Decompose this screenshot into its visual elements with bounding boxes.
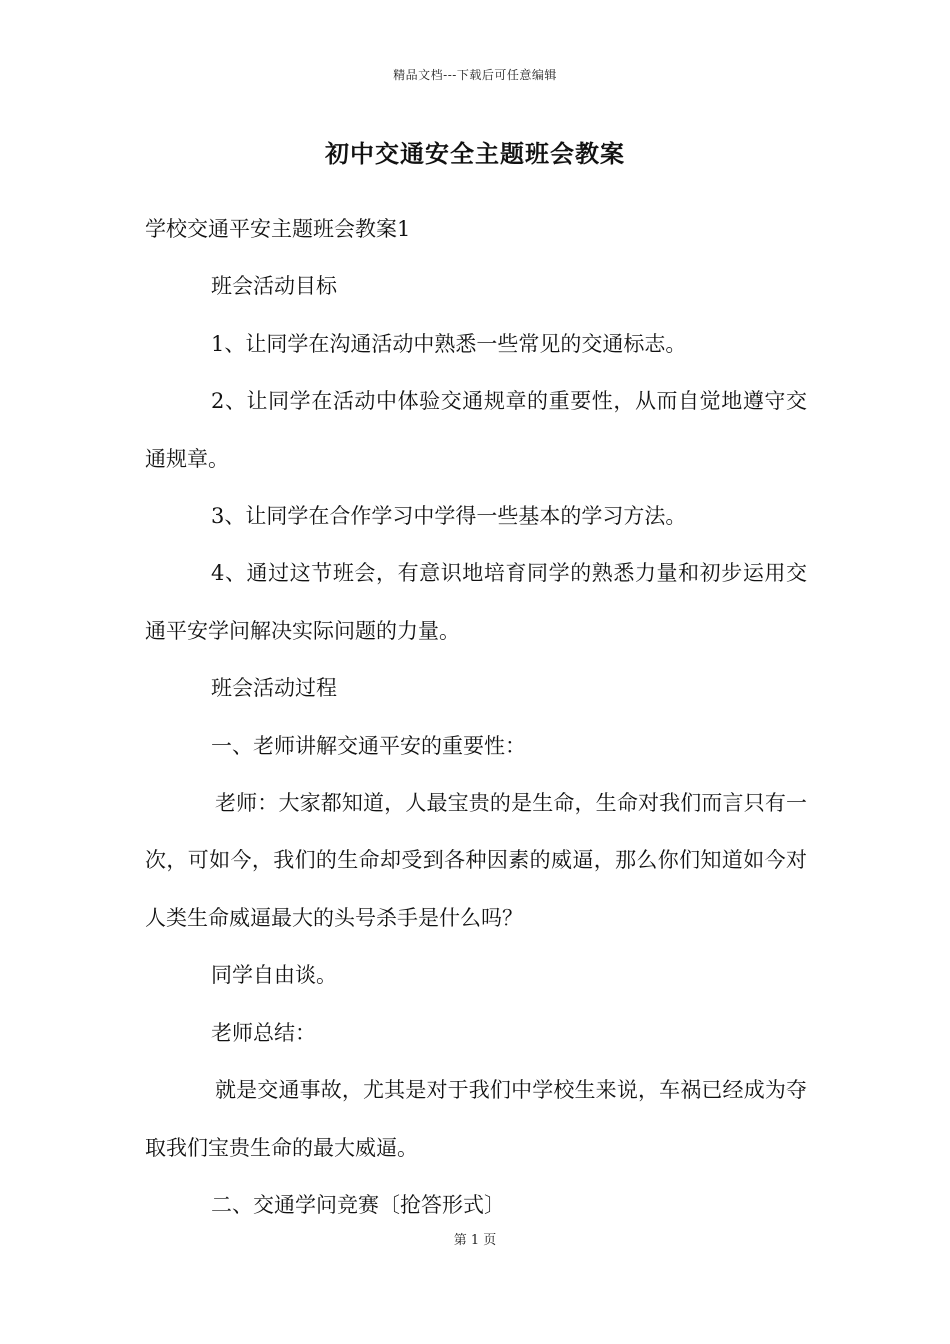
paragraph: 二、交通学问竞赛〔抢答形式〕: [211, 1192, 505, 1217]
paragraph: 班会活动过程: [211, 676, 337, 701]
section-heading: 学校交通平安主题班会教案1: [145, 217, 411, 241]
page-header: 精品文档---下载后可任意编辑: [393, 68, 557, 82]
paragraph: 3、让同学在合作学习中学得一些基本的学习方法。: [211, 504, 687, 529]
paragraph: 1、让同学在沟通活动中熟悉一些常见的交通标志。: [211, 331, 687, 356]
paragraph: 同学自由谈。: [211, 963, 337, 988]
paragraph: 老师总结：: [211, 1020, 316, 1045]
paragraph: 就是交通事故，尤其是对于我们中学校生来说，车祸已经成为夺取我们宝贵生命的最大威逼。: [145, 1078, 807, 1160]
paragraph: 老师：大家都知道，人最宝贵的是生命，生命对我们而言只有一次，可如今，我们的生命却受到各种因素的威逼，那么你们知道如今对人类生命威逼最大的头号杀手是什么吗？: [145, 791, 807, 930]
paragraph: 2、让同学在活动中体验交通规章的重要性，从而自觉地遵守交通规章。: [145, 389, 807, 471]
paragraph: 4、通过这节班会，有意识地培育同学的熟悉力量和初步运用交通平安学问解决实际问题的力量。: [145, 561, 807, 643]
paragraph: 班会活动目标: [211, 274, 337, 299]
page-number: 第 1 页: [453, 1233, 497, 1248]
document-title: 初中交通安全主题班会教案: [325, 139, 625, 168]
paragraph: 一、老师讲解交通平安的重要性：: [211, 733, 526, 758]
document-body: [145, 201, 807, 1234]
